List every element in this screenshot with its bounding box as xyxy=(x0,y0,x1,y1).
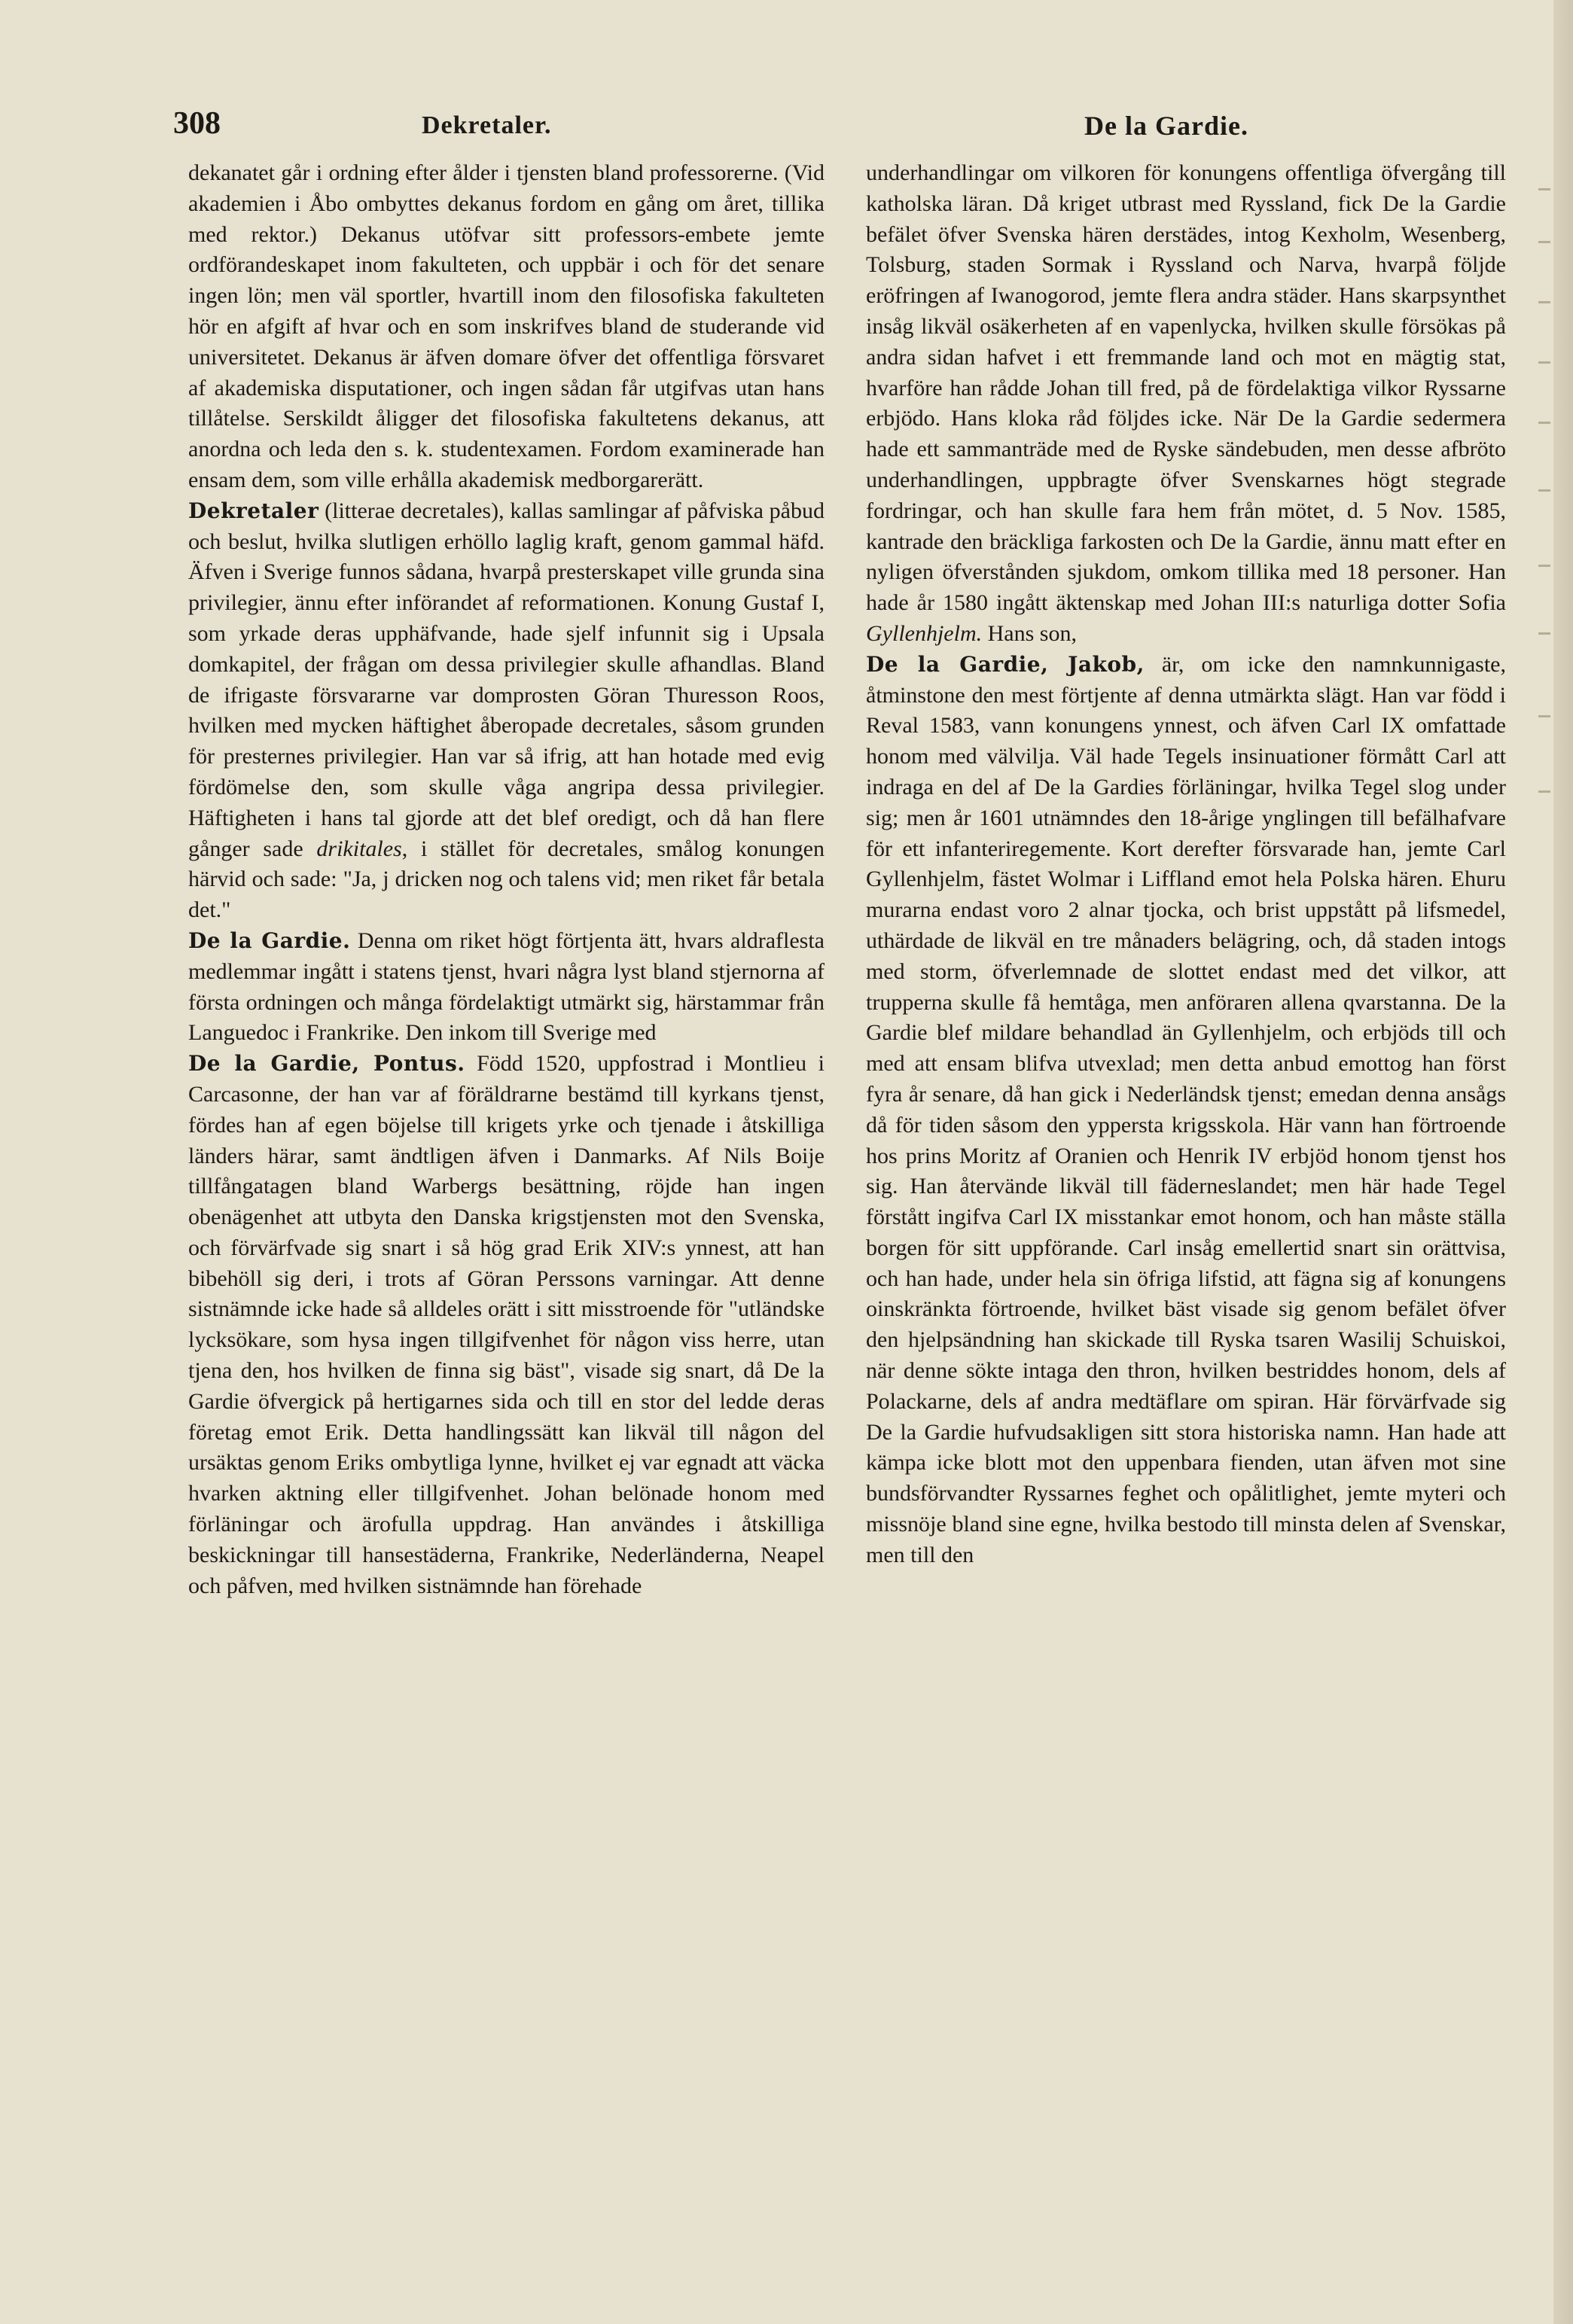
right-running-title: De la Gardie. xyxy=(1084,111,1248,141)
entry-text: Hans son, xyxy=(982,620,1077,646)
italic-term: drikitales xyxy=(316,836,402,861)
entry-text: Denna om riket högt förtjenta ätt, hvars aldraflesta medlemmar ingått i statens tjenst, hvari några lyst bland stjernorna af första ordningen och många fördelaktigt utmärkt sig, härstammar från Languedoc i Frankrike. Den inkom till Sverige med xyxy=(188,927,825,1046)
entry-text: (litterae decretales), kallas samlingar af påfviska påbud och beslut, hvilka slutligen erhöllo laglig kraft, genom gammal häfd. Äfven i Sverige funnos sådana, hvarpå presterskapet ville grunda sina privilegier, ännu efter införandet af reformationen. Konung Gustaf I, som yrkade deras upphäfvande, hade sjelf infunnit sig i Upsala domkapitel, der frågan om dessa privilegier skulle afhandlas. Bland de ifrigaste försvararne var domprosten Göran Thuresson Roos, hvilken med mycken häftighet åberopade decretales, såsom grunden för presternes privilegier. Han var så ifrig, att han hotade med evig fördömelse den, som skulle våga angripa dessa privilegier. Häftigheten i hans tal gjorde att det blef oredigt, och då han flere gånger sade xyxy=(188,498,825,861)
paragraph-continuation xyxy=(866,158,1506,650)
left-column xyxy=(188,158,825,1601)
running-header xyxy=(173,105,1514,151)
left-running-title: Dekretaler. xyxy=(422,111,552,139)
headword-pontus: De la Gardie, Pontus. xyxy=(188,1051,465,1077)
right-column xyxy=(866,158,1506,1571)
entry-jakob xyxy=(866,650,1506,1571)
entry-dekretaler xyxy=(188,496,825,926)
entry-de-la-gardie xyxy=(188,926,825,1049)
italic-name: Gyllenhjelm. xyxy=(866,620,983,646)
entry-text: underhandlingar om vilkoren för konungens offentliga öfvergång till katholska läran. Då kriget utbrast med Ryssland, fick De la Gardie befälet öfver Svenska hären derstädes, intog Kexholm, Wesenberg, Tolsburg, staden Sormak i Ryssland och Narva, hvarpå följde eröfringen af Iwanogorod, jemte flera andra städer. Hans skarpsynthet insåg likväl osäkerheten af en vapenlycka, hvilken skulle försökas på andra sidan hafvet i ett fremmande land och mot en mägtig stat, hvarföre han rådde Johan till fred, på de fördelaktiga vilkor Ryssarne erbjödo. Hans kloka råd följdes icke. När De la Gardie sedermera hade ett sammanträde med de Ryske sändebuden, men desse afbröto underhandlingen, uppbragte öfver Svenskarnes högt stegrade fordringar, och han skulle fara hem från mötet, d. 5 Nov. 1585, kantrade den bräckliga farkosten och De la Gardie, ännu matt efter en nyligen öfverstånden sjukdom, omkom tillika med 18 personer. Han hade år 1580 ingått äktenskap med Johan III:s naturliga dotter Sofia xyxy=(866,160,1506,616)
headword-de-la-gardie: De la Gardie. xyxy=(188,927,351,953)
page-number: 308 xyxy=(173,106,221,141)
entry-text: är, om icke den namnkunnigaste, åtminstone den mest förtjente af denna utmärkta slägt. Han var född i Reval 1583, vann konungens ynnest, och äfven Carl IX omfattade honom med välvilja. Väl hade Tegels insinuationer förmått Carl att indraga en del af De la Gardies förläningar, hvilka Tegel slog under sig; men år 1601 utnämndes den 18-årige ynglingen till befälhafvare för ett infanteriregemente. Kort derefter försvarade han, jemte Carl Gyllenhjelm, fästet Wolmar i Liffland emot hela Polska hären. Ehuru murarna endast voro 2 alnar tjocka, och brist uppstått på lifsmedel, uthärdade de likväl en tre månaders belägring, och, då staden intogs med storm, öfverlemnade de slottet endast med det vilkor, att trupperna skulle få hemtåga, men anföraren allena qvarstanna. De la Gardie blef mildare behandlad än Gyllenhjelm, och erbjöds till och med att ensam blifva utvexlad; men detta anbud emottog han först fyra år senare, då han gick i Nederländsk tjenst; emedan denna ansågs då för tiden såsom den yppersta krigsskola. Här vann han förtroende hos prins Moritz af Oranien och Henrik IV erbjöd honom tjenst hos sig. Han återvände likväl till fäderneslandet; men här hade Tegel förstått ingifva Carl IX misstankar emot honom, och han måste ställa borgen för sitt uppförande. Carl insåg emellertid snart sin orättvisa, och han hade, under hela sin öfriga lifstid, att fägna sig af konungens oinskränkta förtroende, hvilket bäst visade sig genom befälet öfver den hjelpsändning han skickade till Ryska tsaren Wasilij Schuiskoi, när denne sökte intaga den thron, hvilken bestriddes honom, dels af Polackarne, dels af andra medtäflare om spiran. Här förvärfvade sig De la Gardie hufvudsakligen sitt stora historiska namn. Han hade att kämpa icke blott mot den uppenbara fienden, utan äfven mot sine bundsförvandter Ryssarnes feghet och opålitlighet, jemte myteri och missnöje bland sine egne, hvilka bestodo till minsta delen af Svenskar, men till den xyxy=(866,651,1506,1567)
headword-jakob: De la Gardie, Jakob, xyxy=(866,651,1145,677)
entry-text: , i stället för decretales, smålog konungen härvid och sade: "Ja, j dricken nog och talens vid; men riket får betala det." xyxy=(188,836,825,923)
entry-pontus xyxy=(188,1049,825,1601)
page-edge xyxy=(1553,0,1573,2324)
entry-text: Född 1520, uppfostrad i Montlieu i Carcasonne, der han var af föräldrarne bestämd till kyrkans tjenst, fördes han af egen böjelse till krigets yrke och tjenade i åtskilliga länders härar, samt ändtligen äfven i Danmarks. Af Nils Boije tillfångatagen bland Warbergs besättning, röjde han ingen obenägenhet att utbyta den Danska krigstjensten mot den Svenska, och förvärfvade sig snart i så hög grad Erik XIV:s ynnest, att han bibehöll sig deri, i trots af Göran Perssons varningar. Att denne sistnämnde icke hade så alldeles orätt i sitt misstroende för "utländske lycksökare, som hysa ingen tillgifvenhet för någon viss herre, utan tjena den, hos hvilken de finna sig bäst", visade sig snart, då De la Gardie öfvergick på hertigarnes sida och till en stor del ledde deras företag emot Erik. Detta handlingssätt kan likväl till någon del ursäktas genom Eriks ombytliga lynne, hvilket ej var egnadt att väcka hvarken aktning eller tillgifvenhet. Johan belönade honom med förläningar och ärofulla uppdrag. Han användes i åtskilliga beskickningar till hansestäderna, Frankrike, Nederländerna, Neapel och påfven, med hvilken sistnämnde han förehade xyxy=(188,1051,825,1598)
headword-dekretaler: Dekretaler xyxy=(188,498,319,523)
paragraph-dekanatet: dekanatet går i ordning efter ålder i tjensten bland professorerne. (Vid akademien i Åbo ombyttes dekanus fordom en gång om året, tillika med rektor.) Dekanus utöfvar sitt professors-embete jemte ordförandeskapet inom fakulteten, och uppbär i och för det senare ingen lön; men väl sportler, hvartill inom den filosofiska fakulteten hör en afgift af hvar och en som inskrifves bland de studerande vid universitetet. Dekanus är äfven domare öfver det offentliga försvaret af akademiska disputationer, och ingen sådan får utgifvas utan hans tillåtelse. Serskildt åligger det filosofiska fakultetens dekanus, att anordna och leda den s. k. studentexamen. Fordom examinerade han ensam dem, som ville erhålla akademisk medborgarerätt. xyxy=(188,160,825,492)
margin-bleed-through xyxy=(1528,166,1550,1069)
